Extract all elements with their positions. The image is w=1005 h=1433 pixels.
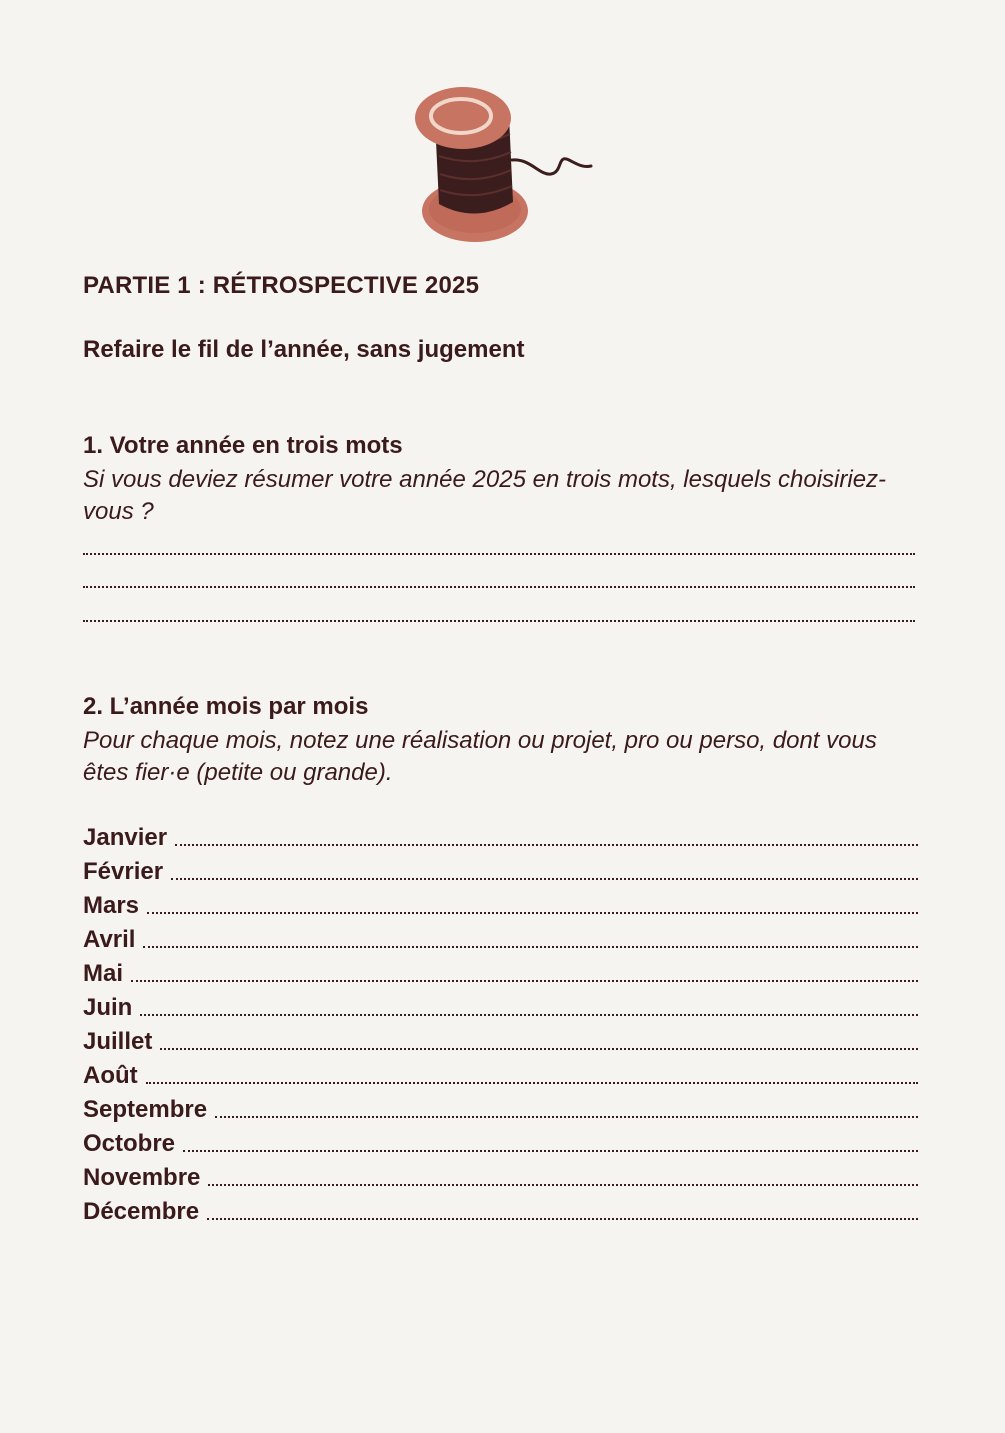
month-label: Septembre [83,1096,208,1123]
month-label: Août [83,1062,138,1089]
month-label: Novembre [83,1164,201,1191]
question-1-description: Si vous deviez résumer votre année 2025 en trois mots, lesquels choisiriez-vous ? [83,466,887,525]
month-answer-line[interactable] [160,1048,918,1050]
month-label: Juillet [83,1028,153,1055]
month-row-septembre[interactable] [83,1094,918,1124]
month-answer-line[interactable] [131,980,918,982]
month-label: Décembre [83,1198,200,1225]
month-row-aout[interactable] [83,1060,918,1090]
answer-line-1[interactable] [83,553,915,555]
month-answer-line[interactable] [208,1184,918,1186]
month-answer-line[interactable] [147,912,918,914]
month-answer-line[interactable] [171,878,918,880]
month-row-juin[interactable] [83,992,918,1022]
month-label: Janvier [83,824,168,851]
question-2-description: Pour chaque mois, notez une réalisation ou projet, pro ou perso, dont vous êtes fier·e (petite ou grande). [83,727,877,786]
month-label: Octobre [83,1130,176,1157]
month-label: Février [83,858,164,885]
month-row-octobre[interactable] [83,1128,918,1158]
month-label: Mai [83,960,124,987]
question-2-title: 2. L’année mois par mois [83,693,369,720]
month-row-fevrier[interactable] [83,856,918,886]
month-label: Mars [83,892,140,919]
month-row-avril[interactable] [83,924,918,954]
answer-line-3[interactable] [83,620,915,622]
part-subtitle: Refaire le fil de l’année, sans jugement [83,336,525,363]
month-label: Juin [83,994,133,1021]
month-row-janvier[interactable] [83,822,918,852]
month-row-novembre[interactable] [83,1162,918,1192]
month-answer-line[interactable] [207,1218,918,1220]
month-label: Avril [83,926,136,953]
part-title: PARTIE 1 : RÉTROSPECTIVE 2025 [83,272,480,299]
month-answer-line[interactable] [140,1014,918,1016]
month-row-juillet[interactable] [83,1026,918,1056]
month-row-decembre[interactable] [83,1196,918,1226]
month-answer-line[interactable] [175,844,918,846]
answer-line-2[interactable] [83,586,915,588]
month-answer-line[interactable] [215,1116,918,1118]
month-answer-line[interactable] [146,1082,918,1084]
question-1-title: 1. Votre année en trois mots [83,432,403,459]
month-answer-line[interactable] [143,946,918,948]
month-row-mars[interactable] [83,890,918,920]
thread-spool-icon [405,78,605,250]
month-answer-line[interactable] [183,1150,918,1152]
month-row-mai[interactable] [83,958,918,988]
